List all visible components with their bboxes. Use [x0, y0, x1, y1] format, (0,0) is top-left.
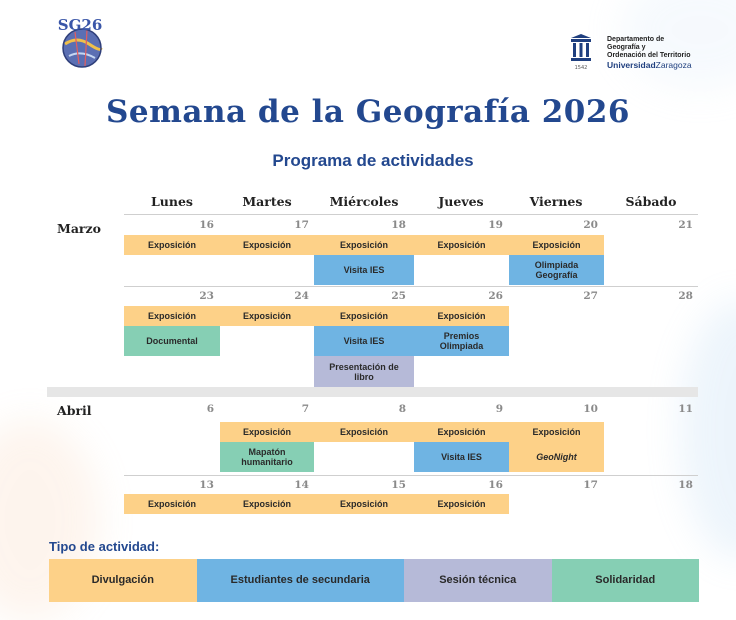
event-presentacion-libro[interactable]: Presentación de libro: [314, 356, 414, 387]
day-number: 17: [583, 479, 598, 491]
page-subtitle: Programa de actividades: [272, 151, 474, 170]
event-exposicion[interactable]: Exposición: [509, 235, 604, 255]
event-visita-ies[interactable]: Visita IES: [314, 326, 414, 356]
day-number: 19: [488, 219, 503, 231]
day-number: 16: [488, 479, 503, 491]
day-number: 14: [294, 479, 309, 491]
week-divider: [124, 475, 698, 476]
day-number: 23: [199, 290, 214, 302]
day-number: 15: [391, 479, 406, 491]
event-exposicion[interactable]: Exposición: [414, 422, 509, 442]
event-exposicion[interactable]: Exposición: [124, 306, 220, 326]
day-number: 28: [678, 290, 693, 302]
sg26-logo: [57, 14, 107, 72]
event-exposicion[interactable]: Exposición: [124, 494, 220, 514]
university-building-icon: [569, 34, 593, 70]
event-exposicion[interactable]: Exposición: [220, 422, 314, 442]
month-label-marzo: Marzo: [57, 221, 101, 236]
day-number: 6: [206, 403, 214, 415]
day-number: 25: [391, 290, 406, 302]
event-visita-ies[interactable]: Visita IES: [314, 255, 414, 285]
day-number: 13: [199, 479, 214, 491]
day-number: 17: [294, 219, 309, 231]
day-number: 24: [294, 290, 309, 302]
event-exposicion[interactable]: Exposición: [220, 235, 314, 255]
day-header-jueves: Jueves: [438, 194, 484, 209]
legend-item-solidaridad: Solidaridad: [552, 559, 700, 602]
day-header-lunes: Lunes: [151, 194, 193, 209]
day-number: 27: [583, 290, 598, 302]
day-header-martes: Martes: [242, 194, 292, 209]
event-exposicion[interactable]: Exposición: [124, 235, 220, 255]
event-exposicion[interactable]: Exposición: [220, 494, 314, 514]
day-number: 21: [678, 219, 693, 231]
day-number: 11: [678, 403, 693, 415]
day-number: 26: [488, 290, 503, 302]
event-exposicion[interactable]: Exposición: [414, 235, 509, 255]
day-number: 20: [583, 219, 598, 231]
event-exposicion[interactable]: Exposición: [314, 494, 414, 514]
day-header-miercoles: Miércoles: [329, 194, 399, 209]
legend-title: Tipo de actividad:: [49, 539, 160, 554]
department-name: [607, 36, 692, 69]
day-header-viernes: Viernes: [529, 194, 583, 209]
page-title: Semana de la Geografía 2026: [105, 94, 630, 130]
event-documental[interactable]: Documental: [124, 326, 220, 356]
day-number: 9: [495, 403, 503, 415]
legend-item-estudiantes: Estudiantes de secundaria: [197, 559, 405, 602]
svg-text:SG26: SG26: [57, 16, 103, 34]
svg-text:1542: 1542: [574, 65, 588, 70]
event-exposicion[interactable]: Exposición: [509, 422, 604, 442]
month-label-abril: Abril: [57, 403, 92, 418]
legend: [49, 559, 699, 602]
week-divider: [124, 214, 698, 215]
department-line: Geografía y: [607, 44, 646, 51]
university-name: UniversidadZaragoza: [607, 60, 692, 70]
university-logo: [569, 34, 719, 74]
department-line: Ordenación del Territorio: [607, 52, 691, 59]
month-separator: [47, 387, 698, 397]
day-number: 16: [199, 219, 214, 231]
event-premios-olimpiada[interactable]: Premios Olimpiada: [414, 326, 509, 356]
event-exposicion[interactable]: Exposición: [414, 494, 509, 514]
event-exposicion[interactable]: Exposición: [314, 235, 414, 255]
background-tint: [680, 300, 736, 560]
department-line: Departamento de: [607, 36, 665, 43]
day-header-sabado: Sábado: [625, 194, 677, 209]
event-geonight[interactable]: GeoNight: [509, 442, 604, 472]
day-number: 18: [391, 219, 406, 231]
event-visita-ies[interactable]: Visita IES: [414, 442, 509, 472]
event-exposicion[interactable]: Exposición: [220, 306, 314, 326]
day-number: 8: [398, 403, 406, 415]
week-divider: [124, 286, 698, 287]
day-number: 10: [583, 403, 598, 415]
event-exposicion[interactable]: Exposición: [314, 306, 414, 326]
day-number: 18: [678, 479, 693, 491]
event-mapaton-humanitario[interactable]: Mapatón humanitario: [220, 442, 314, 472]
event-exposicion[interactable]: Exposición: [414, 306, 509, 326]
event-exposicion[interactable]: Exposición: [314, 422, 414, 442]
event-olimpiada-geografia[interactable]: Olimpiada Geografía: [509, 255, 604, 285]
legend-item-divulgacion: Divulgación: [49, 559, 197, 602]
legend-item-sesion-tecnica: Sesión técnica: [404, 559, 552, 602]
day-number: 7: [301, 403, 309, 415]
